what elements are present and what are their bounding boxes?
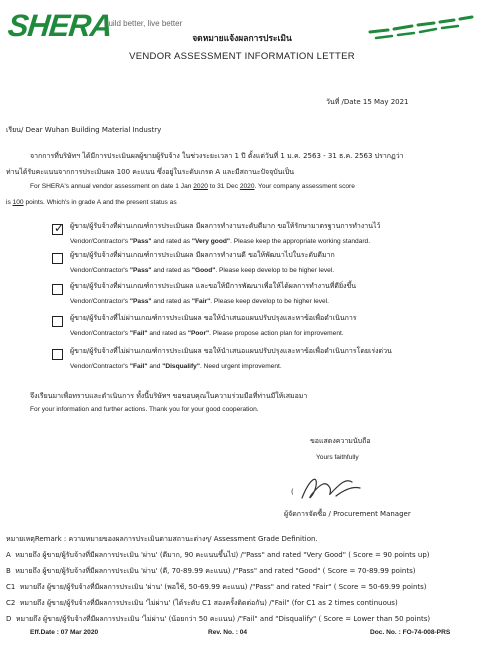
option-thai: ผู้ขาย/ผู้รับจ้างที่ไม่ผ่านเกณฑ์การประเมินผล ขอให้นำเสนอแผนปรับปรุงและหาข้อเพื่อดำเนินการโดยเร่งด่วน <box>70 347 392 355</box>
signature-title: ผู้จัดการจัดซื้อ / Procurement Manager <box>284 510 411 518</box>
status-checkbox[interactable] <box>52 221 65 235</box>
option-english: Vendor/Contractor's "Pass" and rated as "Fair". Please keep develop to be higher level. <box>70 298 330 305</box>
intro-thai-1: จากการที่บริษัทฯ ได้มีการประเมินผลผู้ขายผู้รับจ้าง ในช่วงระยะเวลา 1 ปี ตั้งแต่วันที่ 1 ม.ค. 2563 - 31 ธ.ค. 2563 ปรากฏว่า <box>30 152 404 160</box>
intro-thai-2: ท่านได้รับคะแนนจากการประเมินผล 100 คะแนน ซึ่งอยู่ในระดับเกรด A และมีสถานะปัจจุบันเป็น <box>6 168 295 176</box>
signature-english: Yours faithfully <box>316 454 359 461</box>
remark-row: C1 หมายถึง ผู้ขาย/ผู้รับจ้างที่มีผลการประเมิน 'ผ่าน' (พอใช้, 50-69.99 คะแนน) /"Pass" and rated "Fair" ( Score = 50-69.99 points) <box>6 583 427 591</box>
shera-logo: SHERA <box>6 8 114 43</box>
remark-heading: หมายเหตุRemark : ความหมายของผลการประเมินตามสถานะต่างๆ/ Assessment Grade Definition. <box>6 535 318 543</box>
status-checkbox[interactable] <box>52 253 63 264</box>
addressee: เรียน/ Dear Wuhan Building Material Industry <box>6 126 162 134</box>
remark-row: B หมายถึง ผู้ขาย/ผู้รับจ้างที่มีผลการประเมิน 'ผ่าน' (ดี, 70-89.99 คะแนน) /"Pass" and rated "Good" ( Score = 70-89.99 points) <box>6 567 416 575</box>
remark-row: A หมายถึง ผู้ขาย/ผู้รับจ้างที่มีผลการประเมิน 'ผ่าน' (ดีมาก, 90 คะแนนขึ้นไป) /"Pass" and rated "Very Good" ( Score = 90 points up) <box>6 551 430 559</box>
closing-thai: จึงเรียนมาเพื่อทราบและดำเนินการ ทั้งนี้บริษัทฯ ขอขอบคุณในความร่วมมือที่ท่านมีให้เสมอมา <box>30 392 308 400</box>
tagline: build better, live better <box>104 19 183 28</box>
option-english: Vendor/Contractor's "Pass" and rated as "Good". Please keep develop to be higher level. <box>70 267 335 274</box>
signature-paren: ( <box>291 488 294 496</box>
option-thai: ผู้ขาย/ผู้รับจ้างที่ไม่ผ่านเกณฑ์การประเมินผล ขอให้นำเสนอแผนปรับปรุงและหาข้อเพื่อดำเนินการ <box>70 314 357 322</box>
intro-english-1: For SHERA's annual vendor assessment on date 1 Jan 2020 to 31 Dec 2020. Your company assessment score <box>30 183 355 190</box>
status-checkbox[interactable] <box>52 284 63 295</box>
footer-rev: Rev. No. : 04 <box>208 629 248 636</box>
remark-row: C2 หมายถึง ผู้ขาย/ผู้รับจ้างที่มีผลการประเมิน 'ไม่ผ่าน' (ได้ระดับ C1 สองครั้งติดต่อกัน) /"Fail" (for C1 as 2 times continuous) <box>6 599 398 607</box>
title-english: VENDOR ASSESSMENT INFORMATION LETTER <box>129 51 355 62</box>
option-english: Vendor/Contractor's "Fail" and "Disqualify". Need urgent improvement. <box>70 363 282 370</box>
option-english: Vendor/Contractor's "Pass" and rated as "Very good". Please keep the appropriate working standard. <box>70 238 371 245</box>
closing-english: For your information and further actions. Thank you for your good cooperation. <box>30 406 259 413</box>
handwritten-signature <box>296 468 366 508</box>
date-line: วันที่ /Date 15 May 2021 <box>326 98 409 106</box>
intro-english-2: is 100 points. Which's in grade A and the present status as <box>6 199 177 206</box>
option-english: Vendor/Contractor's "Fail" and rated as "Poor". Please propose action plan for improvement. <box>70 330 344 337</box>
remark-row: D หมายถึง ผู้ขาย/ผู้รับจ้างที่มีผลการประเมิน 'ไม่ผ่าน' (น้อยกว่า 50 คะแนน) /"Fail" and "Disqualify" ( Score = Lower than 50 points) <box>6 615 431 623</box>
footer-eff-date: Eff.Date : 07 Mar 2020 <box>30 629 99 636</box>
status-checkbox[interactable] <box>52 316 63 327</box>
option-thai: ผู้ขาย/ผู้รับจ้างที่ผ่านเกณฑ์การประเมินผล และขอให้มีการพัฒนาเพื่อให้ได้ผลการทำงานที่ดียิ่งขึ้น <box>70 282 357 290</box>
footer-doc-no: Doc. No. : FO-74-008-PRS <box>370 629 451 636</box>
signature-thai: ขอแสดงความนับถือ <box>310 437 371 445</box>
title-thai: จดหมายแจ้งผลการประเมิน <box>192 34 292 44</box>
status-checkbox[interactable] <box>52 349 63 360</box>
option-thai: ผู้ขาย/ผู้รับจ้างที่ผ่านเกณฑ์การประเมินผล มีผลการทำงานระดับดีมาก ขอให้รักษามาตรฐานการทำงานไว้ <box>70 222 381 230</box>
option-thai: ผู้ขาย/ผู้รับจ้างที่ผ่านเกณฑ์การประเมินผล มีผลการทำงานดี ขอให้พัฒนาไปในระดับดีมาก <box>70 251 335 259</box>
checkmark-icon: ✓ <box>54 221 65 235</box>
